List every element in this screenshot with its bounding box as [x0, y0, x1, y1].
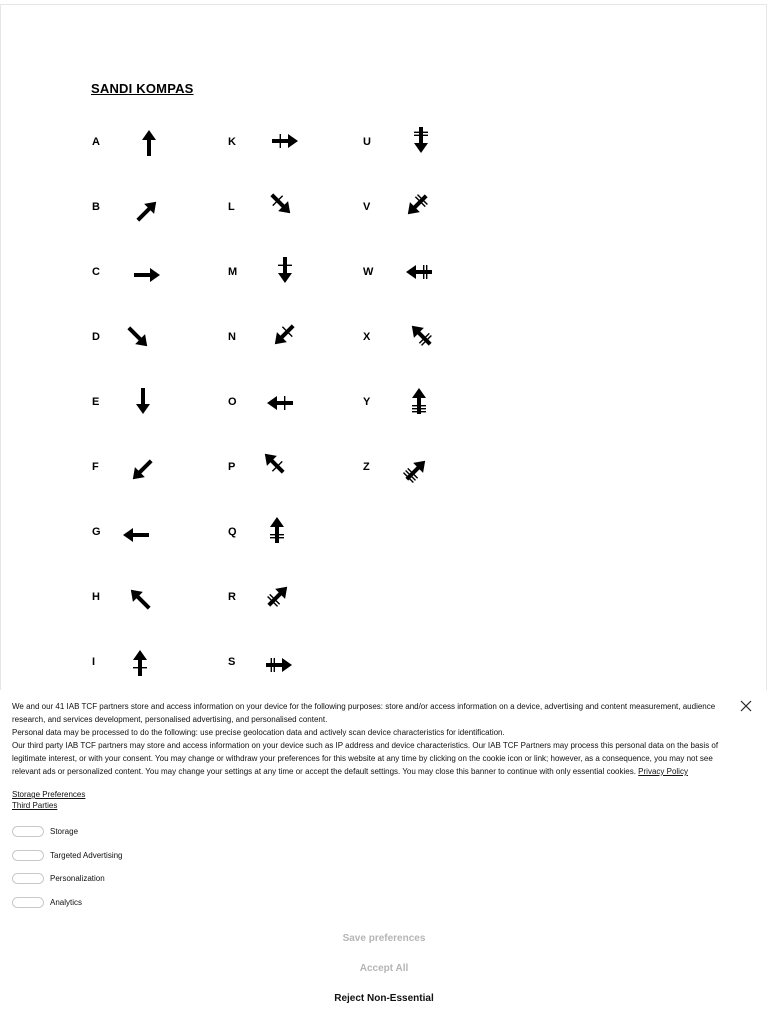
consent-paragraph-processing: Personal data may be processed to do the following: use precise geolocation data and actively scan device characteristics for identification.: [12, 728, 505, 737]
analytics-toggle-label: Analytics: [50, 897, 83, 907]
letter-n: N: [228, 331, 236, 343]
arrow-northeast-two-bars-icon: [258, 576, 298, 616]
letter-p: P: [228, 461, 236, 473]
arrow-east-two-bars-icon: [259, 645, 299, 685]
consent-paragraph-partners: [12, 739, 724, 778]
arrow-north-three-bars-icon: [399, 381, 439, 421]
arrow-southwest-one-bar-icon: [264, 315, 304, 355]
arrow-east-icon: [127, 255, 167, 295]
letter-o: O: [228, 396, 237, 408]
toggle-row-analytics: [12, 895, 82, 909]
letter-a: A: [92, 136, 100, 148]
arrow-southwest-two-bars-icon: [397, 185, 437, 225]
arrow-northwest-icon: [120, 579, 160, 619]
letter-s: S: [228, 656, 236, 668]
toggle-row-personalization: [12, 871, 105, 885]
arrow-north-icon: [129, 123, 169, 163]
letter-l: L: [228, 201, 235, 213]
storage-toggle[interactable]: [12, 826, 44, 837]
storage-toggle-label: Storage: [50, 826, 79, 836]
third-parties-link[interactable]: Third Parties: [12, 801, 58, 810]
letter-f: F: [92, 461, 99, 473]
arrow-south-icon: [123, 381, 163, 421]
storage-preferences-link[interactable]: Storage Preferences: [12, 790, 86, 799]
targeted-advertising-toggle[interactable]: [12, 850, 44, 861]
letter-k: K: [228, 136, 236, 148]
arrow-northeast-icon: [127, 191, 167, 231]
cookie-consent-banner: [0, 690, 768, 1024]
personalization-toggle[interactable]: [12, 873, 44, 884]
letter-w: W: [363, 266, 374, 278]
letter-b: B: [92, 201, 100, 213]
document-page: [0, 4, 767, 690]
letter-q: Q: [228, 526, 237, 538]
arrow-north-two-bars-icon: [257, 510, 297, 550]
arrow-northeast-three-bars-icon: [396, 450, 436, 490]
letter-r: R: [228, 591, 236, 603]
arrow-northwest-one-bar-icon: [254, 443, 294, 483]
reject-non-essential-button[interactable]: Reject Non-Essential: [334, 993, 434, 1004]
letter-v: V: [363, 201, 371, 213]
accept-all-button[interactable]: Accept All: [359, 963, 409, 974]
letter-c: C: [92, 266, 100, 278]
arrow-southwest-icon: [122, 450, 162, 490]
arrow-northwest-two-bars-icon: [401, 315, 441, 355]
document-title: SANDI KOMPAS: [91, 81, 194, 96]
consent-description: [12, 700, 724, 778]
analytics-toggle[interactable]: [12, 897, 44, 908]
personalization-toggle-label: Personalization: [50, 873, 105, 883]
letter-m: M: [228, 266, 238, 278]
arrow-west-one-bar-icon: [260, 383, 300, 423]
letter-u: U: [363, 136, 371, 148]
privacy-policy-link[interactable]: Privacy Policy: [638, 767, 688, 776]
toggle-row-targeted-advertising: [12, 848, 123, 862]
arrow-west-icon: [116, 515, 156, 555]
arrow-south-one-bar-icon: [265, 250, 305, 290]
arrow-southeast-icon: [118, 317, 158, 357]
consent-partners-text: Our third party IAB TCF partners may store and access information on your device such as IP address and device characteristics. Our IAB TCF Partners may process this personal data on the basis of legitimate interest, or with your consent. You may change or withdraw your preferences for this website at any time by clicking on the cookie icon or link; however, as a consequence, you may not see relevant ads or personalized content. You may change your settings at any time or accept the default settings. You may close this banner to continue with only essential cookies.: [12, 741, 719, 776]
close-icon[interactable]: [738, 698, 754, 714]
consent-paragraph-purposes: We and our 41 IAB TCF partners store and access information on your device for the following purposes: store and/or access information on a device, advertising and content measurement, audience research, and services development, personalised advertising, and personalised content.: [12, 702, 716, 724]
letter-i: I: [92, 656, 96, 668]
arrow-west-two-bars-icon: [399, 252, 439, 292]
save-preferences-button[interactable]: Save preferences: [342, 933, 426, 944]
letter-y: Y: [363, 396, 371, 408]
arrow-east-one-bar-icon: [265, 121, 305, 161]
letter-d: D: [92, 331, 100, 343]
letter-h: H: [92, 591, 100, 603]
letter-z: Z: [363, 461, 370, 473]
targeted-advertising-toggle-label: Targeted Advertising: [50, 850, 123, 860]
letter-e: E: [92, 396, 100, 408]
toggle-row-storage: [12, 824, 78, 838]
letter-g: G: [92, 526, 101, 538]
arrow-north-one-bar-icon: [120, 643, 160, 683]
arrow-southeast-one-bar-icon: [261, 184, 301, 224]
arrow-south-two-bars-icon: [401, 120, 441, 160]
letter-x: X: [363, 331, 371, 343]
